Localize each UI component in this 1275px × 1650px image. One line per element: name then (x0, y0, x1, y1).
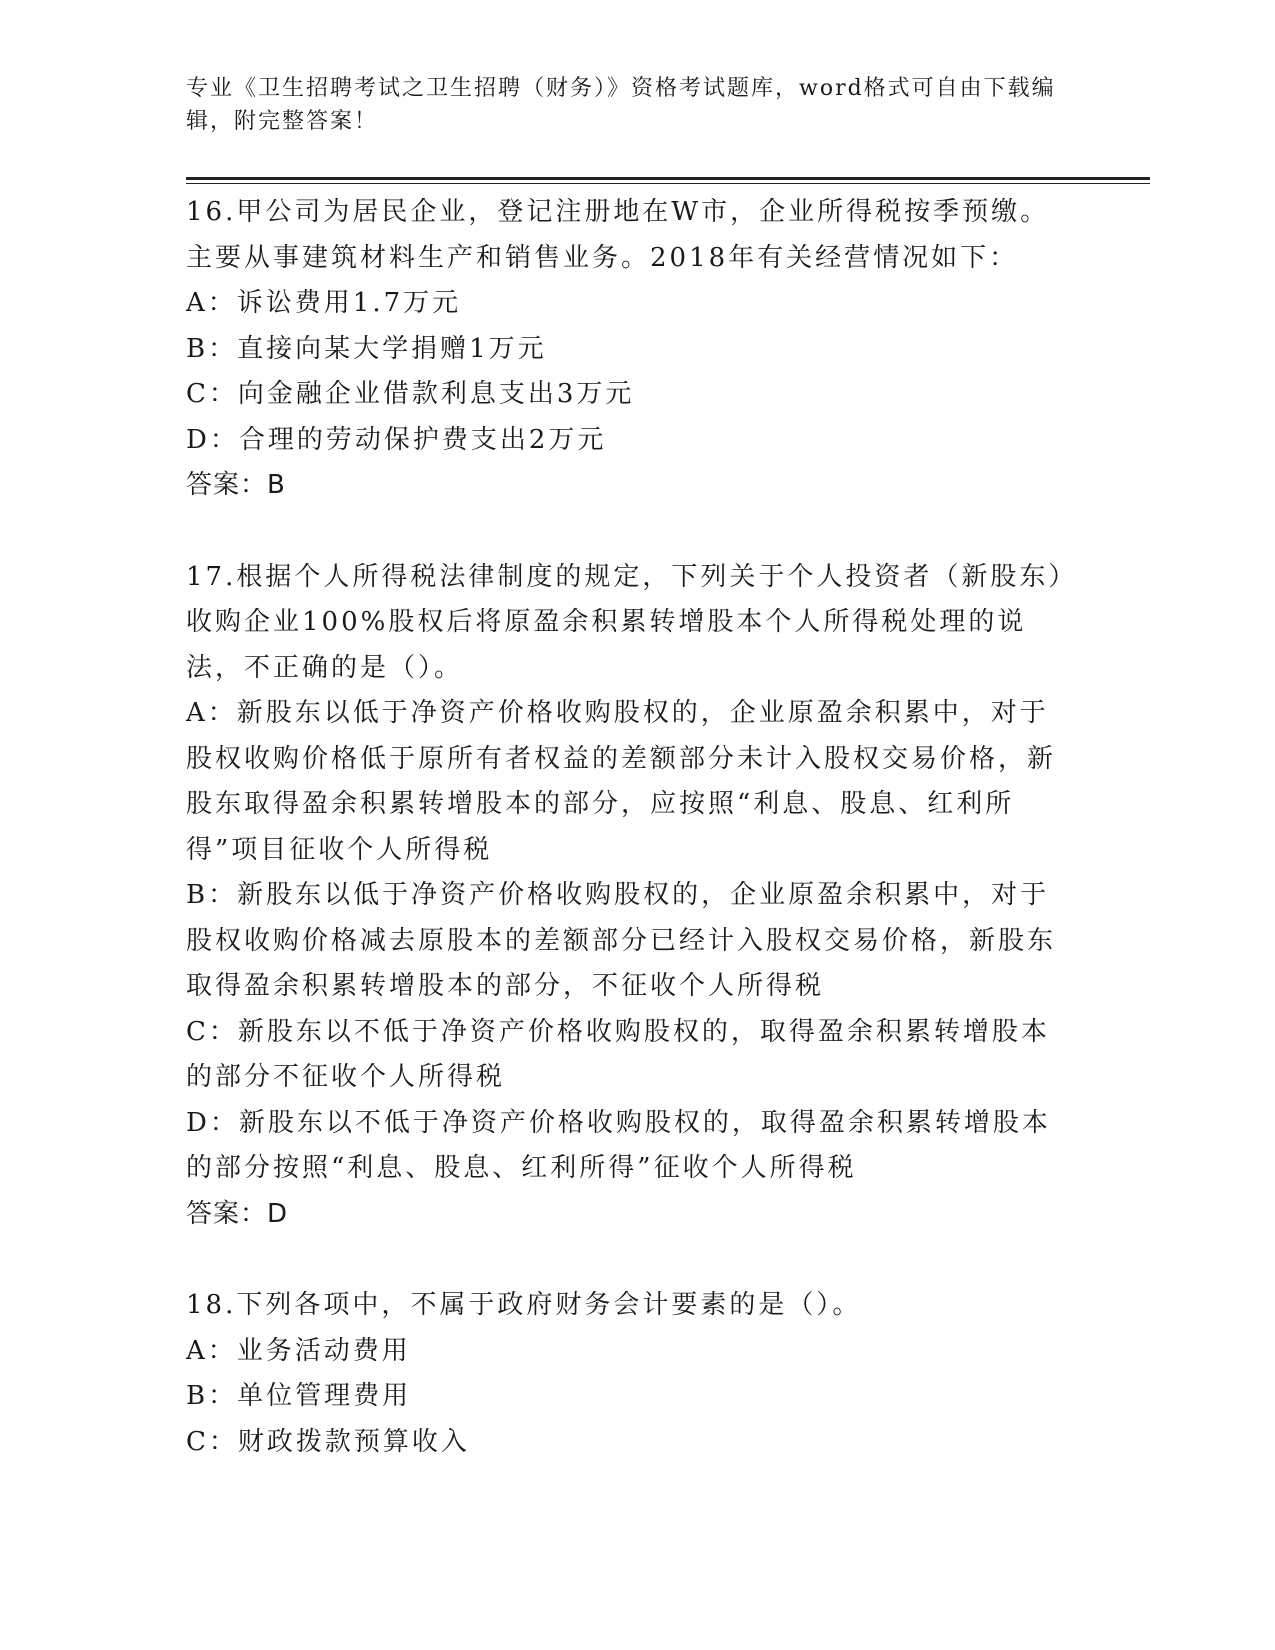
document-header: 专业《卫生招聘考试之卫生招聘（财务）》资格考试题库，word格式可自由下载编辑，附完整答案！ (186, 76, 1056, 134)
option-b: B：直接向某大学捐赠1万元 (186, 333, 547, 364)
option-c: C：新股东以不低于净资产价格收购股权的，取得盈余积累转增股本的部分不征收个人所得税 (186, 1016, 1050, 1092)
question-16 (186, 190, 1076, 509)
option-a: A：诉讼费用1.7万元 (186, 288, 462, 318)
answer: 答案：D (186, 1198, 289, 1229)
option-c: C：向金融企业借款利息支出3万元 (186, 379, 635, 409)
header-divider-thin (186, 183, 1150, 184)
question-18 (186, 1283, 1076, 1465)
option-c: C：财政拨款预算收入 (186, 1426, 470, 1457)
option-b: B：单位管理费用 (186, 1381, 412, 1411)
option-d: D：新股东以不低于净资产价格收购股权的，取得盈余积累转增股本的部分按照“利息、股息、红利所得”征收个人所得税 (186, 1107, 1051, 1183)
question-17 (186, 555, 1076, 1238)
option-a: A：业务活动费用 (186, 1335, 411, 1366)
option-a: A：新股东以低于净资产价格收购股权的，企业原盈余积累中，对于股权收购价格低于原所有者权益的差额部分未计入股权交易价格，新股东取得盈余积累转增股本的部分，应按照“利息、股息、红利所得”项目征收个人所得税 (186, 698, 1057, 865)
option-b: B：新股东以低于净资产价格收购股权的，企业原盈余积累中，对于股权收购价格减去原股本的差额部分已经计入股权交易价格，新股东取得盈余积累转增股本的部分，不征收个人所得税 (186, 880, 1057, 1001)
header-divider-thick (186, 177, 1150, 180)
question-text: 17.根据个人所得税法律制度的规定，下列关于个人投资者（新股东）收购企业100%股权后将原盈余积累转增股本个人所得税处理的说法，不正确的是（）。 (186, 561, 1065, 683)
answer: 答案：B (186, 470, 286, 500)
option-d: D：合理的劳动保护费支出2万元 (186, 424, 607, 455)
question-text: 18.下列各项中，不属于政府财务会计要素的是（）。 (186, 1290, 862, 1320)
question-text: 16.甲公司为居民企业，登记注册地在W市，企业所得税按季预缴。主要从事建筑材料生产和销售业务。2018年有关经营情况如下： (186, 197, 1050, 273)
question-list (186, 190, 1076, 1465)
